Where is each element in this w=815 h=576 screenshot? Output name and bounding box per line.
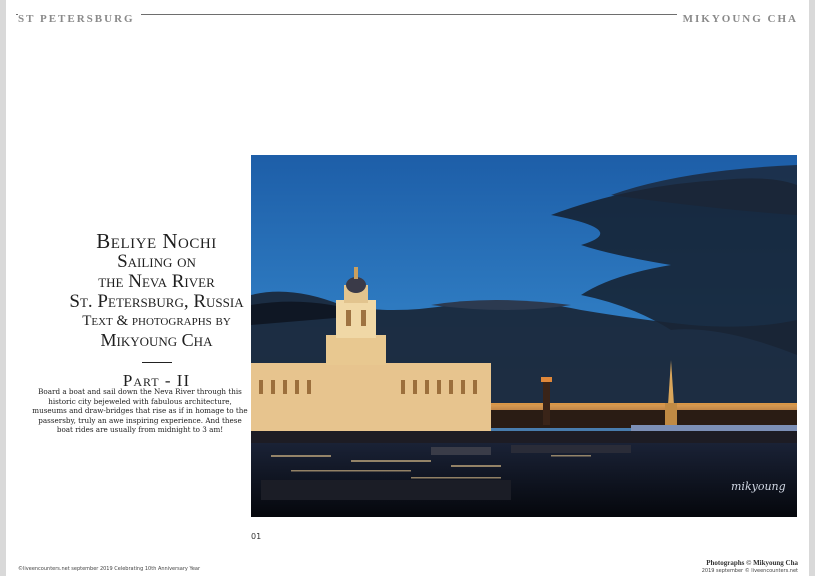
title-line-3: the Neva River xyxy=(98,271,215,292)
hero-photo xyxy=(251,155,797,517)
photo-illustration xyxy=(251,155,797,517)
title-line-1: Beliye Nochi xyxy=(96,229,217,253)
part-label: Part - II xyxy=(122,371,191,390)
footer-copyright: ©liveencounters.net september 2019 Celebrating 10th Anniversary Year xyxy=(18,566,201,572)
page-number: 01 xyxy=(251,532,262,541)
article-title-block xyxy=(38,230,275,391)
title-line-2: Sailing on xyxy=(117,251,196,272)
title-divider xyxy=(142,362,172,363)
footer-site: 2019 september © liveencounters.net xyxy=(701,568,798,574)
magazine-page xyxy=(6,0,809,576)
title-line-4: St. Petersburg, Russia xyxy=(69,291,244,312)
header-location: ST PETERSBURG xyxy=(18,13,141,25)
intro-paragraph: Board a boat and sail down the Neva River through this historic city bejeweled with fabulous architecture, museums and draw-bridges that rise as if in homage to the passersby, truly an awe inspiring experience. And these boat rides are usually from midnight to 3 am! xyxy=(32,387,248,434)
title-line-6: Mikyoung Cha xyxy=(100,330,213,350)
header-author: MIKYOUNG CHA xyxy=(677,13,798,25)
title-line-5: Text & photographs by xyxy=(82,313,231,329)
photo-signature: mikyoung xyxy=(731,480,786,493)
footer-photo-credit: Photographs © Mikyoung Cha xyxy=(706,559,798,567)
